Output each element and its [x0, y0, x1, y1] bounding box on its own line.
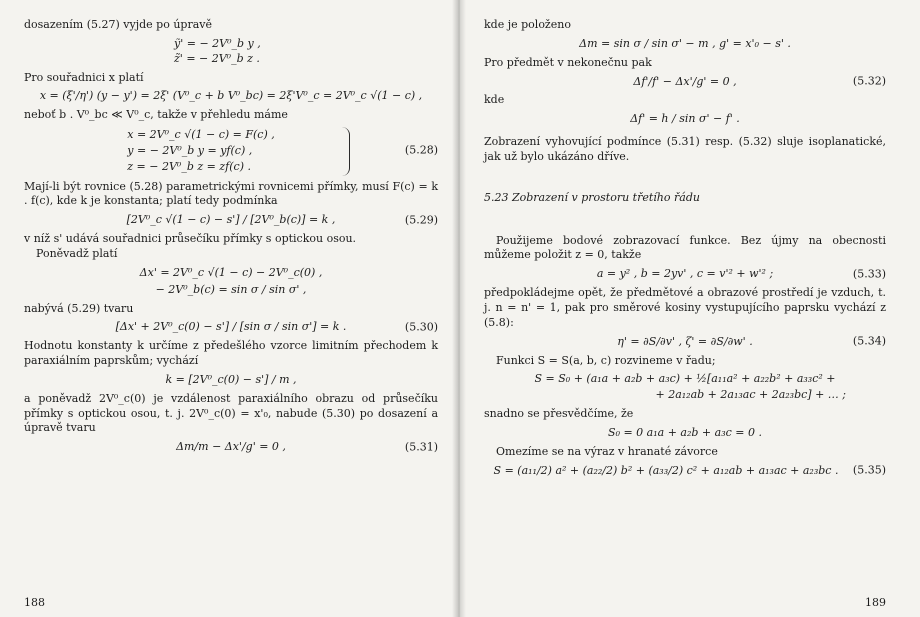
equation: x = (ξ'/η') (y − y') = 2ξ' (V⁰_c + b V⁰_bc) = 2ξ'V⁰_c = 2V⁰_c √(1 − c) , — [39, 89, 423, 103]
text-line: Omezíme se na výraz v hranaté závorce — [496, 444, 718, 458]
equation-body: S = S₀ + (a₁a + a₂b + a₃c) + ½[a₁₁a² + a₂₂b² + a₃₃c² + — [534, 372, 836, 386]
equation — [24, 283, 438, 298]
equation — [24, 320, 438, 335]
equation-body: Δf'/f' − Δx'/g' = 0 , — [633, 74, 737, 88]
equation-number: (5.32) — [852, 74, 886, 88]
equation-number: (5.33) — [852, 267, 886, 281]
equation-body: [2V⁰_c √(1 − c) − s'] / [2V⁰_b(c)] = k , — [126, 213, 336, 227]
equation: Δm = sin σ / sin σ' − m , g' = x'₀ − s' . — [579, 36, 791, 50]
equation — [484, 464, 886, 479]
equation — [484, 335, 886, 350]
equation — [484, 388, 886, 403]
equation-line: ỹ' = − 2V⁰_b y , — [174, 36, 261, 50]
text-line: Funkci S = S(a, b, c) rozvineme v řadu; — [496, 353, 716, 367]
page-number: 188 — [24, 596, 45, 610]
equation-body: Δx' = 2V⁰_c √(1 − c) − 2V⁰_c(0) , — [139, 265, 323, 279]
text-line: nabývá (5.29) tvaru — [24, 301, 134, 315]
brace — [341, 127, 350, 176]
section-heading: 5.23 Zobrazení v prostoru třetího řádu — [484, 190, 700, 204]
paragraph: Použijeme bodové zobrazovací funkce. Bez újmy na obecnosti můžeme položit z = 0, takže — [484, 233, 886, 262]
equation — [24, 37, 438, 67]
equation-line: z̃' = − 2V⁰_b z . — [174, 51, 260, 65]
equation-number: (5.28) — [404, 143, 438, 157]
text-line: kde je položeno — [484, 18, 571, 31]
equation-number: (5.30) — [404, 320, 438, 334]
equation-body: a = y² , b = 2yv' , c = v'² + w'² ; — [596, 267, 774, 281]
equation-body: η' = ∂S/∂v' , ζ' = ∂S/∂w' . — [617, 334, 753, 348]
equation-body: − 2V⁰_b(c) = sin σ / sin σ' , — [155, 282, 307, 296]
equation — [24, 266, 438, 281]
equation-line: x = 2V⁰_c √(1 − c) = F(c) , — [127, 128, 275, 142]
equation-number: (5.29) — [404, 213, 438, 227]
equation-line: y = − 2V⁰_b y = yf(c) , — [127, 143, 253, 157]
equation — [484, 267, 886, 282]
equation — [24, 213, 438, 228]
page-number: 189 — [865, 596, 886, 610]
text-line: neboť b . V⁰_bc ≪ V⁰_c, takže v přehledu máme — [24, 108, 288, 122]
equation-body: + 2a₁₂ab + 2a₁₃ac + 2a₂₃bc] + … ; — [655, 388, 846, 402]
paragraph: Mají-li být rovnice (5.28) parametrickými rovnicemi přímky, musí F(c) = k . f(c), kde k je konstanta; platí tedy podmínka — [24, 179, 438, 208]
paragraph: předpokládejme opět, že předmětové a obrazové prostředí je vzduch, t. j. n = n' = 1, pak pro směrové kosiny vystupujícího paprsku vychází z (5.8): — [484, 286, 886, 329]
text-line: Poněvadž platí — [36, 246, 118, 260]
paragraph: Zobrazení vyhovující podmínce (5.31) resp. (5.32) sluje isoplanatické, jak už bylo ukázáno dříve. — [484, 135, 886, 163]
equation-number: (5.31) — [404, 440, 438, 454]
equation — [484, 75, 886, 90]
equation: S₀ = 0 a₁a + a₂b + a₃c = 0 . — [608, 425, 762, 439]
paragraph: a poněvadž 2V⁰_c(0) je vzdálenost paraxiálního obrazu od průsečíku přímky s optickou osou, t. j. 2V⁰_c(0) = x'₀, nabude (5.30) po dosazení a úpravě tvaru — [24, 391, 438, 435]
right-page — [458, 0, 920, 617]
text-line: Pro souřadnici x platí — [24, 70, 144, 84]
equation-body: S = (a₁₁/2) a² + (a₂₂/2) b² + (a₃₃/2) c² + a₁₂ab + a₁₃ac + a₂₃bc . — [493, 463, 839, 477]
book-gutter — [452, 0, 466, 617]
left-page — [0, 0, 458, 617]
equation-body: Δm/m − Δx'/g' = 0 , — [176, 440, 286, 454]
text-line: snadno se přesvědčíme, že — [484, 407, 634, 421]
equation — [484, 372, 886, 387]
text-line: v níž s' udává souřadnici průsečíku přímky s optickou osou. — [24, 232, 357, 246]
equation: k = [2V⁰_c(0) − s'] / m , — [165, 372, 297, 386]
equation-number: (5.34) — [852, 334, 886, 348]
equation-system — [24, 127, 438, 176]
equation: Δf' = h / sin σ' − f' . — [630, 112, 740, 126]
equation-number: (5.35) — [852, 463, 886, 477]
equation — [24, 440, 438, 455]
equation-line: z = − 2V⁰_b z = zf(c) . — [127, 159, 251, 173]
text-line: kde — [484, 93, 505, 107]
text-line: dosazením (5.27) vyjde po úpravě — [24, 18, 212, 31]
equation-body: [Δx' + 2V⁰_c(0) − s'] / [sin σ / sin σ'] = k . — [115, 320, 347, 334]
paragraph: Hodnotu konstanty k určíme z předešlého vzorce limitním přechodem k paraxiálním paprskům; vychází — [24, 339, 438, 368]
text-line: Pro předmět v nekonečnu pak — [484, 55, 652, 69]
